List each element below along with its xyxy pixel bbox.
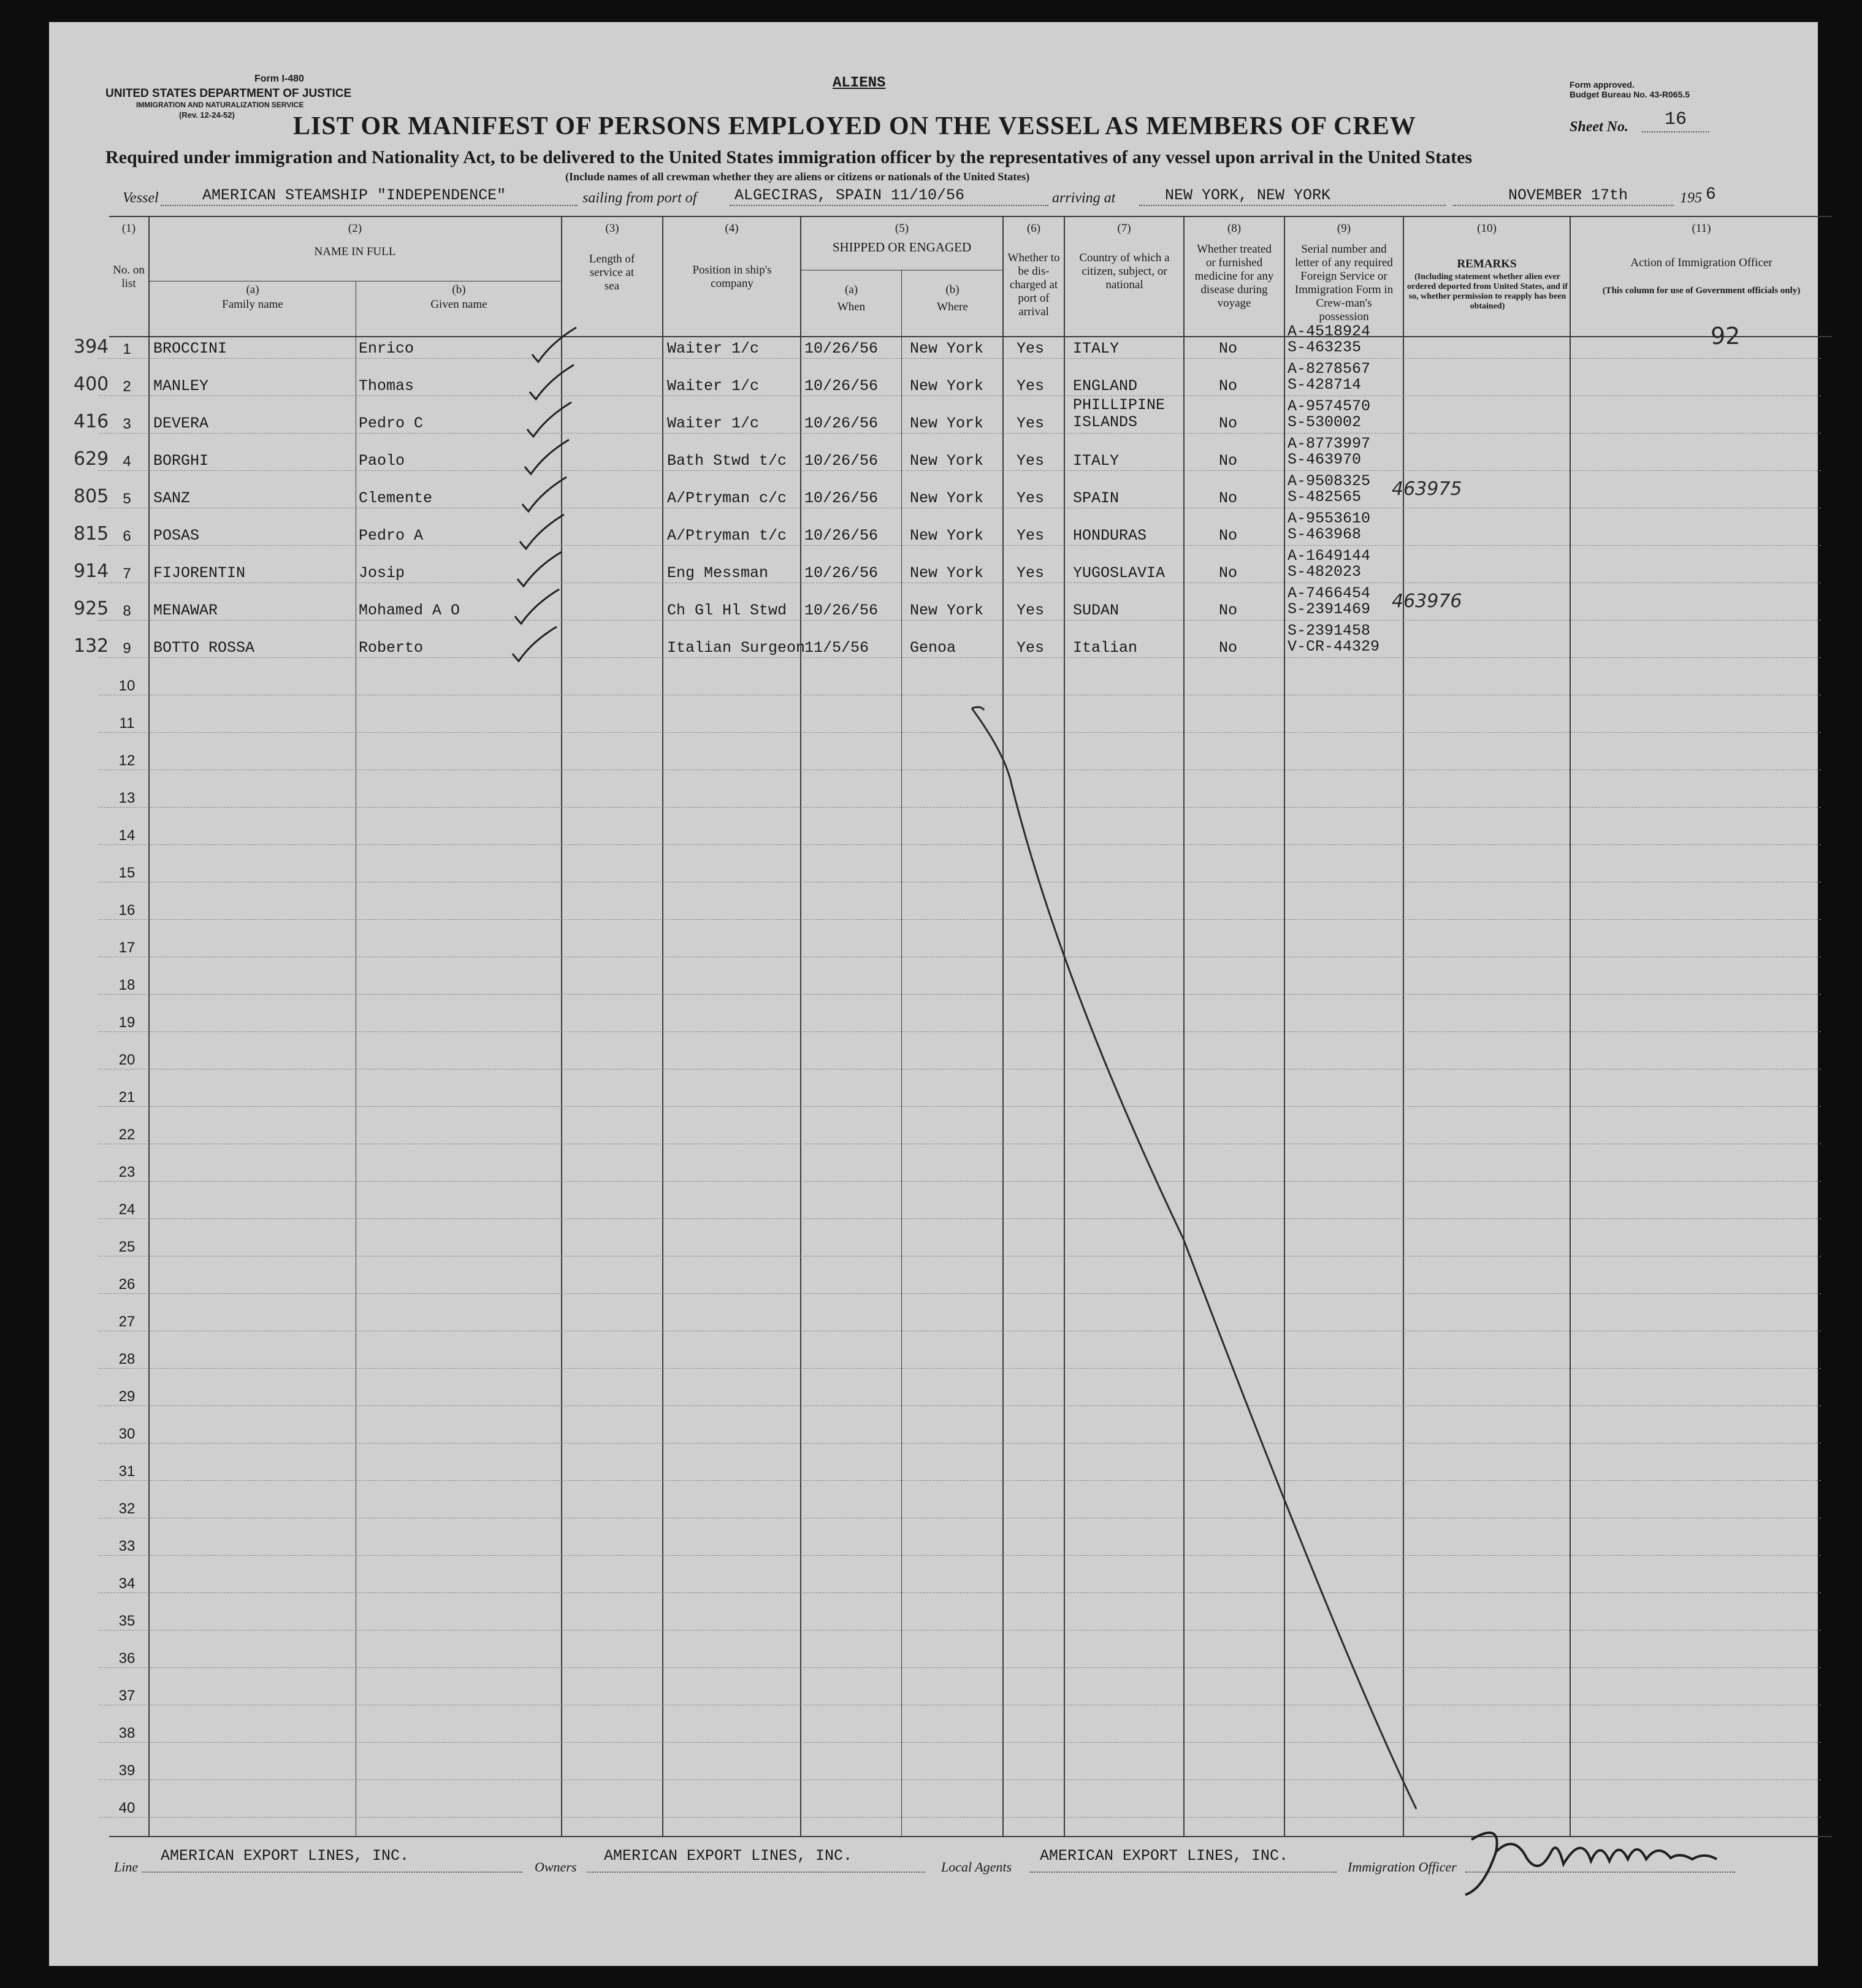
row-number: 16 (118, 902, 135, 919)
serial-seaman: V-CR-44329 (1288, 638, 1380, 656)
budget-bureau: Budget Bureau No. 43-R065.5 (1570, 90, 1690, 99)
position: Waiter 1/c (667, 377, 760, 395)
col-header-family-name: Family name (222, 298, 283, 311)
row-number: 27 (118, 1313, 135, 1330)
serial-alien: S-2391458 (1288, 622, 1371, 640)
row-number: 25 (118, 1239, 135, 1255)
position: Waiter 1/c (667, 340, 760, 357)
row-number: 24 (118, 1201, 135, 1218)
col-header-1-num: (1) (121, 222, 136, 235)
col-header-5a: (a) (844, 283, 858, 296)
shipped-where: New York (910, 340, 984, 357)
arrival-port: NEW YORK, NEW YORK (1165, 186, 1331, 204)
position: Bath Stwd t/c (667, 452, 787, 470)
serial-seaman: S-463970 (1288, 451, 1362, 468)
discharged: Yes (1017, 377, 1045, 395)
row-number: 4 (123, 453, 131, 470)
col-header-name-in-full: NAME IN FULL (314, 245, 396, 258)
given-name: Mohamed A O (359, 602, 460, 619)
owners-underline (587, 1871, 925, 1873)
position: Italian Surgeon (667, 639, 806, 657)
col-header-no-on-list: No. on list (113, 264, 145, 290)
country: SPAIN (1073, 489, 1120, 507)
row-number: 30 (118, 1426, 135, 1442)
family-name: MENAWAR (153, 602, 218, 619)
agents-company: AMERICAN EXPORT LINES, INC. (1040, 1847, 1289, 1865)
margin-number: 629 (74, 448, 109, 470)
row-number: 35 (118, 1613, 135, 1629)
given-name: Paolo (359, 452, 405, 470)
margin-number: 394 (74, 336, 109, 357)
col-header-serial: Serial number and letter of any required Foreign Service or Immigration Form in Crew-man's possession (1294, 243, 1394, 323)
margin-number: 914 (74, 560, 109, 582)
serial-alien: A-7466454 (1288, 584, 1371, 602)
position: Eng Messman (667, 564, 769, 582)
col-header-3-num: (3) (605, 222, 619, 235)
row-number: 1 (123, 341, 131, 357)
remark-handwritten: 463975 (1392, 478, 1462, 500)
family-name: DEVERA (153, 415, 209, 432)
shipped-when: 10/26/56 (804, 377, 879, 395)
shipped-where: New York (910, 452, 984, 470)
line-label: Line (114, 1859, 139, 1875)
family-name: SANZ (153, 489, 191, 507)
margin-number: 416 (74, 411, 109, 432)
serial-alien: A-8773997 (1288, 435, 1371, 453)
position: A/Ptryman c/c (667, 489, 787, 507)
col-header-action: Action of Immigration Officer (1630, 256, 1772, 269)
form-number: Form I-480 (254, 74, 304, 84)
form-approved: Form approved. (1570, 80, 1635, 90)
shipped-where: New York (910, 377, 984, 395)
shipped-where: New York (910, 602, 984, 619)
serial-alien: A-9508325 (1288, 472, 1371, 490)
col-header-action-note: (This column for use of Government officials only) (1602, 286, 1801, 296)
margin-number: 805 (74, 486, 109, 507)
country-line-2: ISLANDS (1073, 413, 1138, 431)
col-header-11-num: (11) (1692, 222, 1711, 235)
sheet-label: Sheet No. (1570, 119, 1628, 135)
row-number: 39 (118, 1762, 135, 1779)
family-name: POSAS (153, 527, 200, 545)
treated: No (1219, 602, 1238, 619)
col-header-b: (b) (452, 283, 466, 296)
serial-seaman: S-482023 (1288, 563, 1362, 581)
country: HONDURAS (1073, 527, 1147, 545)
serial-alien: A-4518924 (1288, 323, 1371, 340)
row-number: 13 (118, 790, 135, 806)
serial-alien: A-1649144 (1288, 547, 1371, 565)
family-name: BOTTO ROSSA (153, 639, 255, 657)
col-header-remarks: REMARKS (1457, 258, 1517, 270)
row-number: 36 (118, 1650, 135, 1667)
row-number: 8 (123, 603, 131, 619)
form-revision: (Rev. 12-24-52) (179, 110, 235, 120)
family-name: FIJORENTIN (153, 564, 246, 582)
row-number: 10 (118, 678, 135, 694)
vessel-name: AMERICAN STEAMSHIP "INDEPENDENCE" (202, 186, 506, 204)
col-header-treated: Whether treated or furnished medicine for any disease during voyage (1194, 243, 1274, 310)
given-name: Roberto (359, 639, 424, 657)
serial-seaman: S-463235 (1288, 338, 1362, 356)
row-number: 12 (118, 752, 135, 769)
col-header-country: Country of which a citizen, subject, or national (1079, 251, 1170, 291)
row-number: 3 (123, 416, 131, 432)
sheet-number: 16 (1665, 109, 1687, 130)
row-number: 15 (118, 865, 135, 881)
serial-alien: A-9553610 (1288, 510, 1371, 527)
position: Ch Gl Hl Stwd (667, 602, 787, 619)
row-number: 2 (123, 378, 131, 395)
aliens-label: ALIENS (833, 75, 886, 91)
family-name: BORGHI (153, 452, 209, 470)
given-name: Pedro C (359, 415, 424, 432)
departure-port: ALGECIRAS, SPAIN 11/10/56 (734, 186, 965, 204)
discharged: Yes (1017, 602, 1045, 619)
col-header-length: Length of service at sea (589, 253, 635, 292)
country: Italian (1073, 639, 1138, 657)
row-number: 20 (118, 1052, 135, 1068)
agents-underline (1030, 1871, 1337, 1873)
serial-seaman: S-2391469 (1288, 600, 1371, 618)
vessel-label: Vessel (123, 190, 159, 206)
page-subtitle: Required under immigration and Nationality Act, to be delivered to the United States immigration officer by the representatives of any vessel upon arrival in the United States (105, 147, 1473, 167)
treated: No (1219, 527, 1238, 545)
given-name: Pedro A (359, 527, 424, 545)
margin-number: 815 (74, 523, 109, 545)
treated: No (1219, 564, 1238, 582)
col-header-a: (a) (246, 283, 259, 296)
shipped-when: 11/5/56 (804, 639, 869, 657)
arriving-label: arriving at (1052, 190, 1116, 206)
row-number: 17 (118, 939, 135, 956)
owners-company: AMERICAN EXPORT LINES, INC. (604, 1847, 853, 1865)
row-number: 37 (118, 1688, 135, 1704)
discharged: Yes (1017, 564, 1045, 582)
shipped-when: 10/26/56 (804, 489, 879, 507)
col-header-when: When (837, 300, 866, 313)
year-prefix: 195 (1680, 190, 1702, 206)
year-suffix: 6 (1706, 185, 1716, 204)
row-number: 33 (118, 1538, 135, 1554)
discharged: Yes (1017, 340, 1045, 357)
col-header-10-num: (10) (1477, 222, 1497, 235)
serial-seaman: S-530002 (1288, 413, 1362, 431)
owners-label: Owners (535, 1859, 577, 1875)
officer-signature (1459, 1815, 1753, 1901)
action-mark: 92 (1711, 323, 1741, 350)
col-header-where: Where (937, 300, 968, 313)
row-number: 26 (118, 1276, 135, 1293)
line-company: AMERICAN EXPORT LINES, INC. (161, 1847, 410, 1865)
given-name: Enrico (359, 340, 414, 357)
serial-alien: A-9574570 (1288, 397, 1371, 415)
row-number: 5 (123, 491, 131, 507)
sailing-label: sailing from port of (582, 190, 697, 206)
discharged: Yes (1017, 489, 1045, 507)
col-header-2-num: (2) (348, 222, 362, 235)
row-number: 31 (118, 1463, 135, 1480)
arrival-date: NOVEMBER 17th (1508, 186, 1628, 204)
country: ITALY (1073, 452, 1120, 470)
row-number: 6 (123, 528, 131, 545)
row-number: 11 (119, 715, 135, 732)
serial-seaman: S-428714 (1288, 376, 1362, 394)
family-name: MANLEY (153, 377, 209, 395)
page-title: LIST OR MANIFEST OF PERSONS EMPLOYED ON THE VESSEL AS MEMBERS OF CREW (293, 112, 1416, 140)
given-name: Josip (359, 564, 405, 582)
row-number: 34 (118, 1575, 135, 1592)
col-header-7-num: (7) (1117, 222, 1131, 235)
discharged: Yes (1017, 639, 1045, 657)
col-header-given-name: Given name (430, 298, 487, 311)
country: ENGLAND (1073, 377, 1138, 395)
given-name: Clemente (359, 489, 433, 507)
col-header-9-num: (9) (1337, 222, 1351, 235)
treated: No (1219, 415, 1238, 432)
col-header-5-num: (5) (895, 222, 909, 235)
row-number: 23 (118, 1164, 135, 1180)
row-number: 38 (118, 1725, 135, 1741)
shipped-when: 10/26/56 (804, 602, 879, 619)
remark-handwritten: 463976 (1392, 591, 1462, 612)
col-header-4-num: (4) (725, 222, 739, 235)
treated: No (1219, 377, 1238, 395)
treated: No (1219, 452, 1238, 470)
col-header-8-num: (8) (1227, 222, 1242, 235)
margin-number: 132 (74, 635, 109, 657)
col-header-6-num: (6) (1026, 222, 1041, 235)
row-number: 21 (118, 1089, 135, 1106)
position: A/Ptryman t/c (667, 527, 787, 545)
family-name: BROCCINI (153, 340, 227, 357)
shipped-when: 10/26/56 (804, 452, 879, 470)
agents-label: Local Agents (941, 1859, 1012, 1875)
position: Waiter 1/c (667, 415, 760, 432)
country: ITALY (1073, 340, 1120, 357)
row-number: 14 (118, 827, 135, 844)
margin-number: 400 (74, 373, 109, 395)
discharged: Yes (1017, 415, 1045, 432)
shipped-where: New York (910, 415, 984, 432)
shipped-when: 10/26/56 (804, 415, 879, 432)
given-name: Thomas (359, 377, 414, 395)
treated: No (1219, 639, 1238, 657)
shipped-when: 10/26/56 (804, 340, 879, 357)
country: YUGOSLAVIA (1073, 564, 1166, 582)
serial-alien: A-8278567 (1288, 360, 1371, 378)
row-number: 7 (123, 565, 131, 582)
row-number: 32 (118, 1501, 135, 1517)
treated: No (1219, 489, 1238, 507)
row-number: 9 (123, 640, 131, 657)
shipped-when: 10/26/56 (804, 564, 879, 582)
row-number: 28 (118, 1351, 135, 1367)
shipped-where: New York (910, 527, 984, 545)
country: PHILLIPINE (1073, 396, 1166, 414)
shipped-where: Genoa (910, 639, 956, 657)
serial-seaman: S-482565 (1288, 488, 1362, 506)
row-number: 40 (118, 1800, 135, 1816)
treated: No (1219, 340, 1238, 357)
officer-label: Immigration Officer (1348, 1859, 1457, 1875)
row-number: 22 (118, 1126, 135, 1143)
row-number: 29 (118, 1388, 135, 1405)
row-number: 18 (118, 977, 135, 993)
discharged: Yes (1017, 452, 1045, 470)
margin-number: 925 (74, 598, 109, 619)
department-name: UNITED STATES DEPARTMENT OF JUSTICE (105, 87, 352, 100)
col-header-shipped: SHIPPED OR ENGAGED (832, 240, 972, 254)
shipped-when: 10/26/56 (804, 527, 879, 545)
col-header-discharged: Whether to be dis-charged at port of arrival (1007, 251, 1060, 318)
line-underline (142, 1871, 522, 1873)
row-number: 19 (118, 1014, 135, 1031)
col-header-position: Position in ship's company (692, 264, 772, 290)
shipped-where: New York (910, 564, 984, 582)
service-name: IMMIGRATION AND NATURALIZATION SERVICE (136, 101, 304, 109)
shipped-where: New York (910, 489, 984, 507)
country: SUDAN (1073, 602, 1120, 619)
discharged: Yes (1017, 527, 1045, 545)
serial-seaman: S-463968 (1288, 526, 1362, 543)
page-subnote: (Include names of all crewman whether they are aliens or citizens or nationals of the United States) (565, 170, 1030, 183)
col-header-5b: (b) (945, 283, 960, 296)
col-header-remarks-note: (Including statement whether alien ever ordered deported from United States, and if so, whether permission to reapply has been obtained) (1407, 272, 1568, 311)
